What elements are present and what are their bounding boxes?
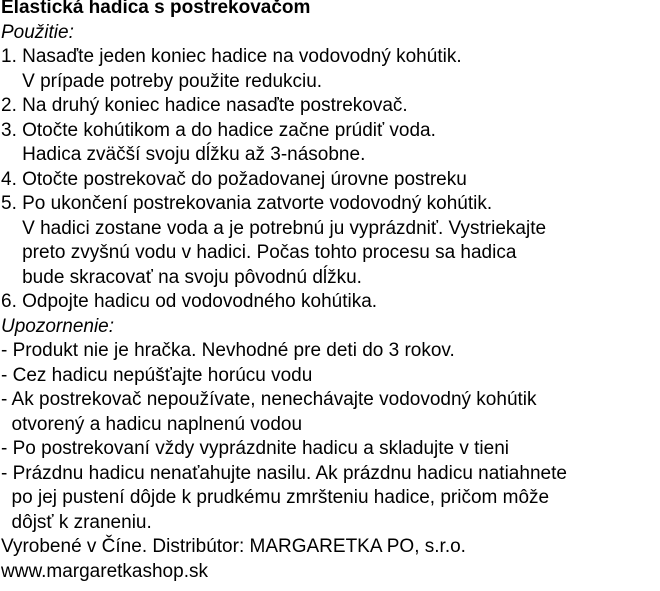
usage-line: V prípade potreby použite redukciu. [1,70,323,92]
document-title: Elastická hadica s postrekovačom [1,0,311,18]
warning-line: - Ak postrekovač nepoužívate, nenechávajte vodovodný kohútik [1,389,537,410]
warning-line: dôjsť k zraneniu. [1,511,152,533]
warning-line: - Po postrekovaní vždy vyprázdnite hadicu a skladujte v tieni [1,438,509,459]
usage-line: 3. Otočte kohútikom a do hadice začne prúdiť voda. [1,119,436,141]
usage-line: bude skracovať na svoju pôvodnú dĺžku. [1,266,362,288]
usage-line: 2. Na druhý koniec hadice nasaďte postrekovač. [1,95,408,116]
warning-line: po jej pustení dôjde k prudkému zmršteniu hadice, pričom môže [1,487,550,508]
warning-line: - Prázdnu hadicu nenaťahujte nasilu. Ak prázdnu hadicu natiahnete [1,462,567,484]
usage-line: preto zvyšnú vodu v hadici. Počas tohto procesu sa hadica [1,242,517,263]
usage-line: 6. Odpojte hadicu od vodovodného kohútika. [1,291,378,312]
usage-line: 4. Otočte postrekovač do požadovanej úrovne postreku [1,168,467,190]
origin-distributor-text: Vyrobené v Číne. Distribútor: MARGARETKA PO, s.r.o. [1,536,466,557]
usage-heading: Použitie: [1,21,74,43]
warning-heading: Upozornenie: [1,315,115,337]
usage-line: 1. Nasaďte jeden koniec hadice na vodovodný kohútik. [1,46,462,67]
warning-line: - Produkt nie je hračka. Nevhodné pre deti do 3 rokov. [1,340,455,361]
website-text: www.margaretkashop.sk [1,560,208,582]
product-label-document [1,0,660,584]
warning-line: - Cez hadicu nepúšťajte horúcu vodu [1,364,313,386]
warning-line: otvorený a hadicu naplnenú vodou [1,413,303,435]
usage-line: V hadici zostane voda a je potrebnú ju vyprázdniť. Vystriekajte [1,217,547,239]
usage-line: 5. Po ukončení postrekovania zatvorte vodovodný kohútik. [1,193,493,214]
usage-line: Hadica zväčší svoju dĺžku až 3-násobne. [1,144,366,165]
